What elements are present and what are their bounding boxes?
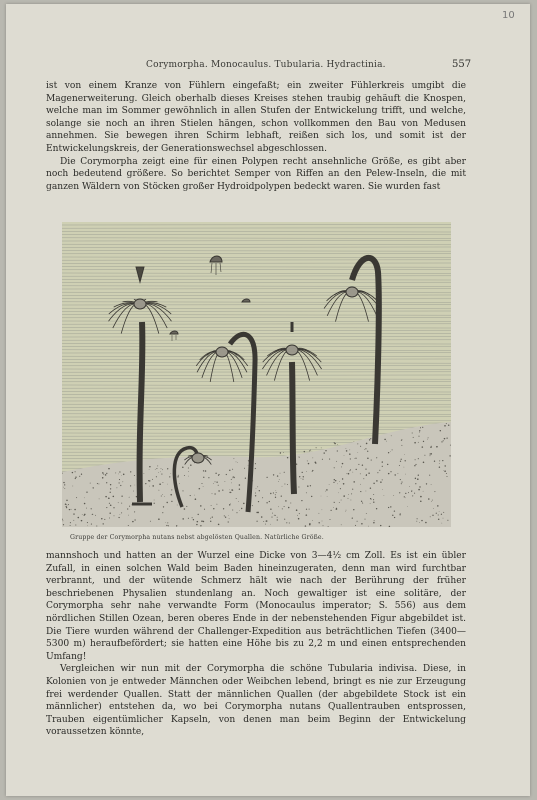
running-header: Corymorpha. Monocaulus. Tubularia. Hydractinia. [146,60,386,70]
pencil-page-mark: 10 [502,10,515,21]
text-before-figure [46,80,466,193]
page-number: 557 [452,59,472,70]
paragraph: ist von einem Kranze von Fühlern eingefaßt; ein zweiter Fühlerkreis umgibt die Magenerweiterung. Gleich oberhalb dieses Kreises stehen traubig gehäuft die Knospen, welche man im Sommer gewöhnlich in allen Stufen der Entwickelung trifft, und welche, solange sie noch an ihren Stielen hängen, schon vollkommen den Bau von Medusen annehmen. Sie bewegen ihren Schirm lebhaft, reißen sich los, und somit ist der Entwickelungskreis, der Generationswechsel abgeschlossen. [46,81,466,154]
paragraph: Vergleichen wir nun mit der Corymorpha die schöne Tubularia indivisa. Diese, in Kolonien von je entweder Männchen oder Weibchen lebend, bringt es nie zur Erzeugung frei werdender Quallen. Statt der männlichen Quallen (der abgebildete Stock ist ein männlicher) entstehen da, wo bei Corymorpha nutans Quallentrauben entsprossen, Trauben eigentümlicher Kapseln, von denen man beim Beginn der Entwickelung voraussetzen könnte, [46,664,466,738]
text-after-figure [46,550,466,739]
paragraph: mannshoch und hatten an der Wurzel eine Dicke von 3—4½ cm Zoll. Es ist ein übler Zufall, in einen solchen Wald beim Baden hineinzugeraten, denn man wird furchtbar verbrannt, und der wütende Schmerz hält wie nach der Berührung der früher beschriebenen Physalien stundenlang an. Noch gewaltiger ist eine solitäre, der Corymorpha sehr nahe verwandte Form (Monocaulus imperator; S. 556) aus dem nördlichen Stillen Ozean, beren oberes Ende in der nebenstehenden Figur abgebildet ist. Die Tiere wurden während der Challenger-Expedition aus beträchtlichen Tiefen (3400—5300 m) heraufbefördert; sie hatten eine Höhe bis zu 2,2 m und einen entsprechenden Umfang! [46,551,466,662]
engraving-figure [62,222,451,527]
corymorpha-illustration [62,222,451,527]
figure-caption: Gruppe der Corymorpha nutans nebst abgelösten Quallen. Natürliche Größe. [70,534,324,541]
paragraph: Die Corymorpha zeigt eine für einen Polypen recht ansehnliche Größe, es gibt aber noch bedeutend größere. So berichtet Semper von Riffen an den Pelew-Inseln, die mit ganzen Wäldern von Stöcken großer Hydroidpolypen bedeckt waren. Sie wurden fast [46,156,466,192]
book-page [6,4,530,796]
